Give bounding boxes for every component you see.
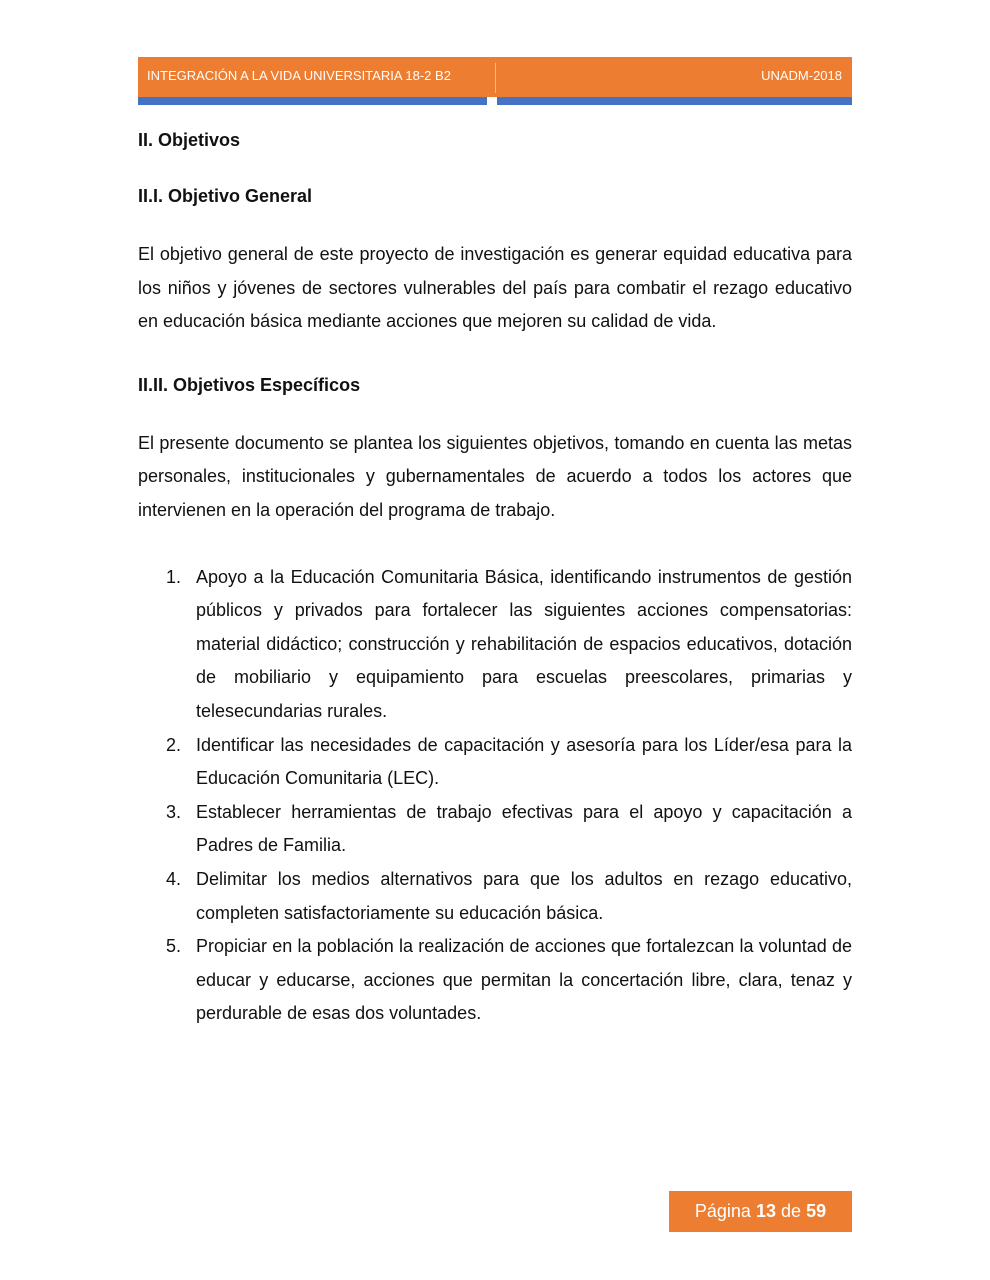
header-accent-bar-left bbox=[138, 97, 487, 105]
list-item-text: Identificar las necesidades de capacitación y asesoría para los Líder/esa para la Educación Comunitaria (LEC). bbox=[196, 734, 852, 789]
list-item-text: Delimitar los medios alternativos para que los adultos en rezago educativo, completen satisfactoriamente su educación básica. bbox=[196, 868, 852, 923]
of-word: de bbox=[781, 1201, 802, 1221]
list-item-number: 4. bbox=[166, 868, 182, 889]
list-item-text: Establecer herramientas de trabajo efectivas para el apoyo y capacitación a Padres de Familia. bbox=[196, 801, 852, 856]
specific-objectives-intro: El presente documento se plantea los siguientes objetivos, tomando en cuenta las metas personales, institucionales y gubernamentales de acuerdo a todos los actores que intervienen en la operación del programa de trabajo. bbox=[138, 432, 852, 520]
header-title: INTEGRACIÓN A LA VIDA UNIVERSITARIA 18-2 B2 bbox=[147, 68, 451, 83]
list-item-text: Propiciar en la población la realización de acciones que fortalezcan la voluntad de educar y educarse, acciones que permitan la concertación libre, clara, tenaz y perdurable de esas dos voluntades. bbox=[196, 936, 852, 1024]
list-item-number: 2. bbox=[166, 734, 182, 755]
general-objective-text: El objetivo general de este proyecto de investigación es generar equidad educativa para los niños y jóvenes de sectores vulnerables del país para combatir el rezago educativo en educación básica mediante acciones que mejoren su calidad de vida. bbox=[138, 244, 852, 332]
current-page-number: 13 bbox=[755, 1201, 776, 1221]
header-right-label: UNADM-2018 bbox=[761, 68, 842, 83]
list-item-number: 5. bbox=[166, 936, 182, 957]
header-accent-bar-right bbox=[497, 97, 852, 105]
page-number-footer bbox=[669, 1191, 852, 1232]
list-item bbox=[138, 930, 852, 1031]
general-objective-heading: II.I. Objetivo General bbox=[138, 186, 313, 206]
list-item-number: 1. bbox=[166, 566, 182, 587]
document-body bbox=[138, 126, 852, 1031]
list-item-text: Apoyo a la Educación Comunitaria Básica, identificando instrumentos de gestión públicos y privados para fortalecer las siguientes acciones compensatorias: material didáctico; construcción y rehabilitación de espacios educativos, dotación de mobiliario y equipamiento para escuelas preescolares, primarias y telesecundarias rurales. bbox=[196, 566, 852, 721]
specific-objectives-heading: II.II. Objetivos Específicos bbox=[138, 374, 361, 395]
list-item bbox=[138, 729, 852, 796]
page-word: Página bbox=[694, 1201, 751, 1221]
list-item bbox=[138, 863, 852, 930]
page-header bbox=[138, 57, 852, 97]
total-pages-number: 59 bbox=[806, 1201, 827, 1221]
objectives-list bbox=[138, 561, 852, 1031]
list-item bbox=[138, 796, 852, 863]
header-left-panel bbox=[138, 57, 496, 97]
list-item-number: 3. bbox=[166, 801, 182, 822]
list-item bbox=[138, 561, 852, 729]
section-heading: II. Objetivos bbox=[138, 130, 241, 150]
